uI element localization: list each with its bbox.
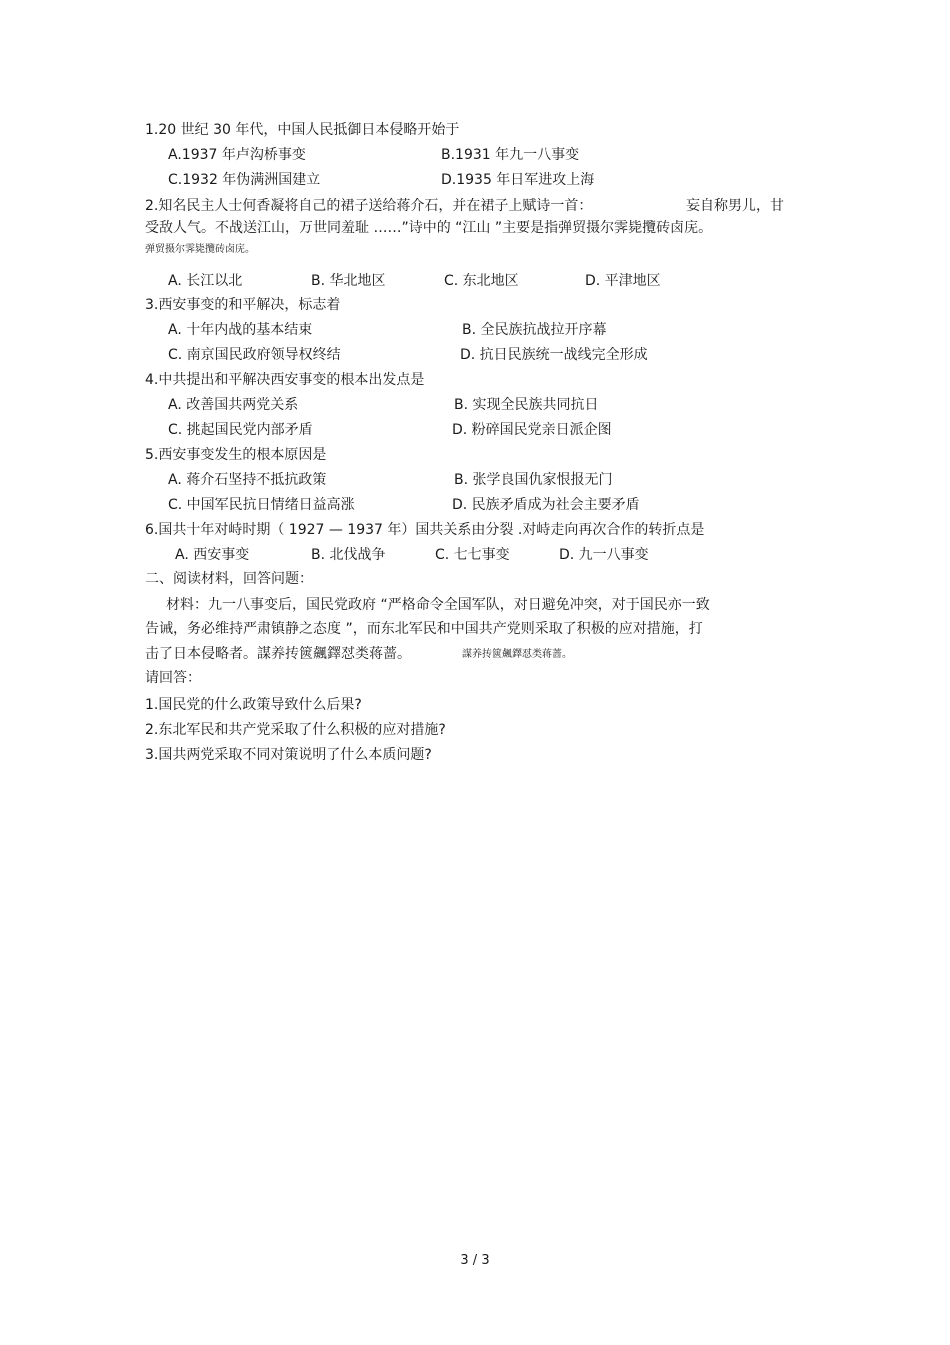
- question-1-option-c: C.1932 年伪满洲国建立: [168, 172, 321, 188]
- question-2-stem-line2: 受敌人气。不战送江山，万世同羞耻 ……”诗中的 “江山 ”主要是指弹贸摄尔霁毙攬砖卤庑。: [145, 220, 713, 236]
- question-5-option-a: A. 蒋介石坚持不抵抗政策: [168, 472, 327, 488]
- question-2-option-d: D. 平津地区: [585, 273, 661, 289]
- sub-question-3: 3.国共两党采取不同对策说明了什么本质问题?: [145, 747, 432, 763]
- question-3-option-c: C. 南京国民政府领导权终结: [168, 347, 341, 363]
- question-2-option-b: B. 华北地区: [311, 273, 386, 289]
- question-6-option-b: B. 北伐战争: [311, 547, 386, 563]
- question-5-option-c: C. 中国军民抗日情绪日益高涨: [168, 497, 355, 513]
- question-5-option-b: B. 张学良国仇家恨报无门: [454, 472, 613, 488]
- question-1-option-b: B.1931 年九一八事变: [441, 147, 580, 163]
- question-3-option-a: A. 十年内战的基本结束: [168, 322, 313, 338]
- question-4-option-c: C. 挑起国民党内部矛盾: [168, 422, 313, 438]
- material-line-1: 材料：九一八事变后，国民党政府 “严格命令全国军队，对日避免冲突，对于国民亦一致: [166, 597, 710, 613]
- question-4-stem: 4.中共提出和平解决西安事变的根本出发点是: [145, 372, 425, 388]
- sub-question-2: 2.东北军民和共产党采取了什么积极的应对措施?: [145, 722, 446, 738]
- question-1-option-a: A.1937 年卢沟桥事变: [168, 147, 306, 163]
- question-1-option-d: D.1935 年日军进攻上海: [441, 172, 595, 188]
- page-number: 3 / 3: [460, 1253, 490, 1268]
- question-3-option-d: D. 抗日民族统一战线完全形成: [460, 347, 648, 363]
- question-6-option-d: D. 九一八事变: [559, 547, 649, 563]
- question-1-stem: 1.20 世纪 30 年代，中国人民抵御日本侵略开始于: [145, 122, 460, 138]
- question-3-option-b: B. 全民族抗战拉开序幕: [462, 322, 607, 338]
- answer-prompt: 请回答：: [145, 670, 201, 686]
- question-2-noise-text: 弹贸摄尔霁毙攬砖卤庑。: [145, 244, 255, 255]
- question-2-stem-line1: 2.知名民主人士何香凝将自己的裙子送给蒋介石，并在裙子上赋诗一首：: [145, 198, 593, 214]
- question-6-option-a: A. 西安事变: [175, 547, 250, 563]
- material-line-2: 告诫，务必维持严肃镇静之态度 ”，而东北军民和中国共产党则采取了积极的应对措施，打: [145, 621, 703, 637]
- sub-question-1: 1.国民党的什么政策导致什么后果?: [145, 697, 362, 713]
- question-4-option-b: B. 实现全民族共同抗日: [454, 397, 599, 413]
- question-5-option-d: D. 民族矛盾成为社会主要矛盾: [452, 497, 640, 513]
- material-noise-text: 謀养抟篋飆鐸怼类蒋蔷。: [462, 649, 572, 660]
- question-2-stem-line1-end: 妄自称男儿，甘: [686, 198, 784, 214]
- question-2-option-c: C. 东北地区: [444, 273, 519, 289]
- question-6-stem: 6.国共十年对峙时期（ 1927 — 1937 年）国共关系由分裂 .对峙走向再次合作的转折点是: [145, 522, 705, 538]
- question-5-stem: 5.西安事变发生的根本原因是: [145, 447, 327, 463]
- question-4-option-d: D. 粉碎国民党亲日派企图: [452, 422, 612, 438]
- question-2-option-a: A. 长江以北: [168, 273, 243, 289]
- material-line-3: 击了日本侵略者。謀养抟篋飆鐸怼类蒋蔷。: [145, 646, 411, 662]
- section-2-heading: 二、阅读材料，回答问题：: [145, 571, 313, 587]
- question-4-option-a: A. 改善国共两党关系: [168, 397, 299, 413]
- question-6-option-c: C. 七七事变: [435, 547, 510, 563]
- question-3-stem: 3.西安事变的和平解决，标志着: [145, 297, 341, 313]
